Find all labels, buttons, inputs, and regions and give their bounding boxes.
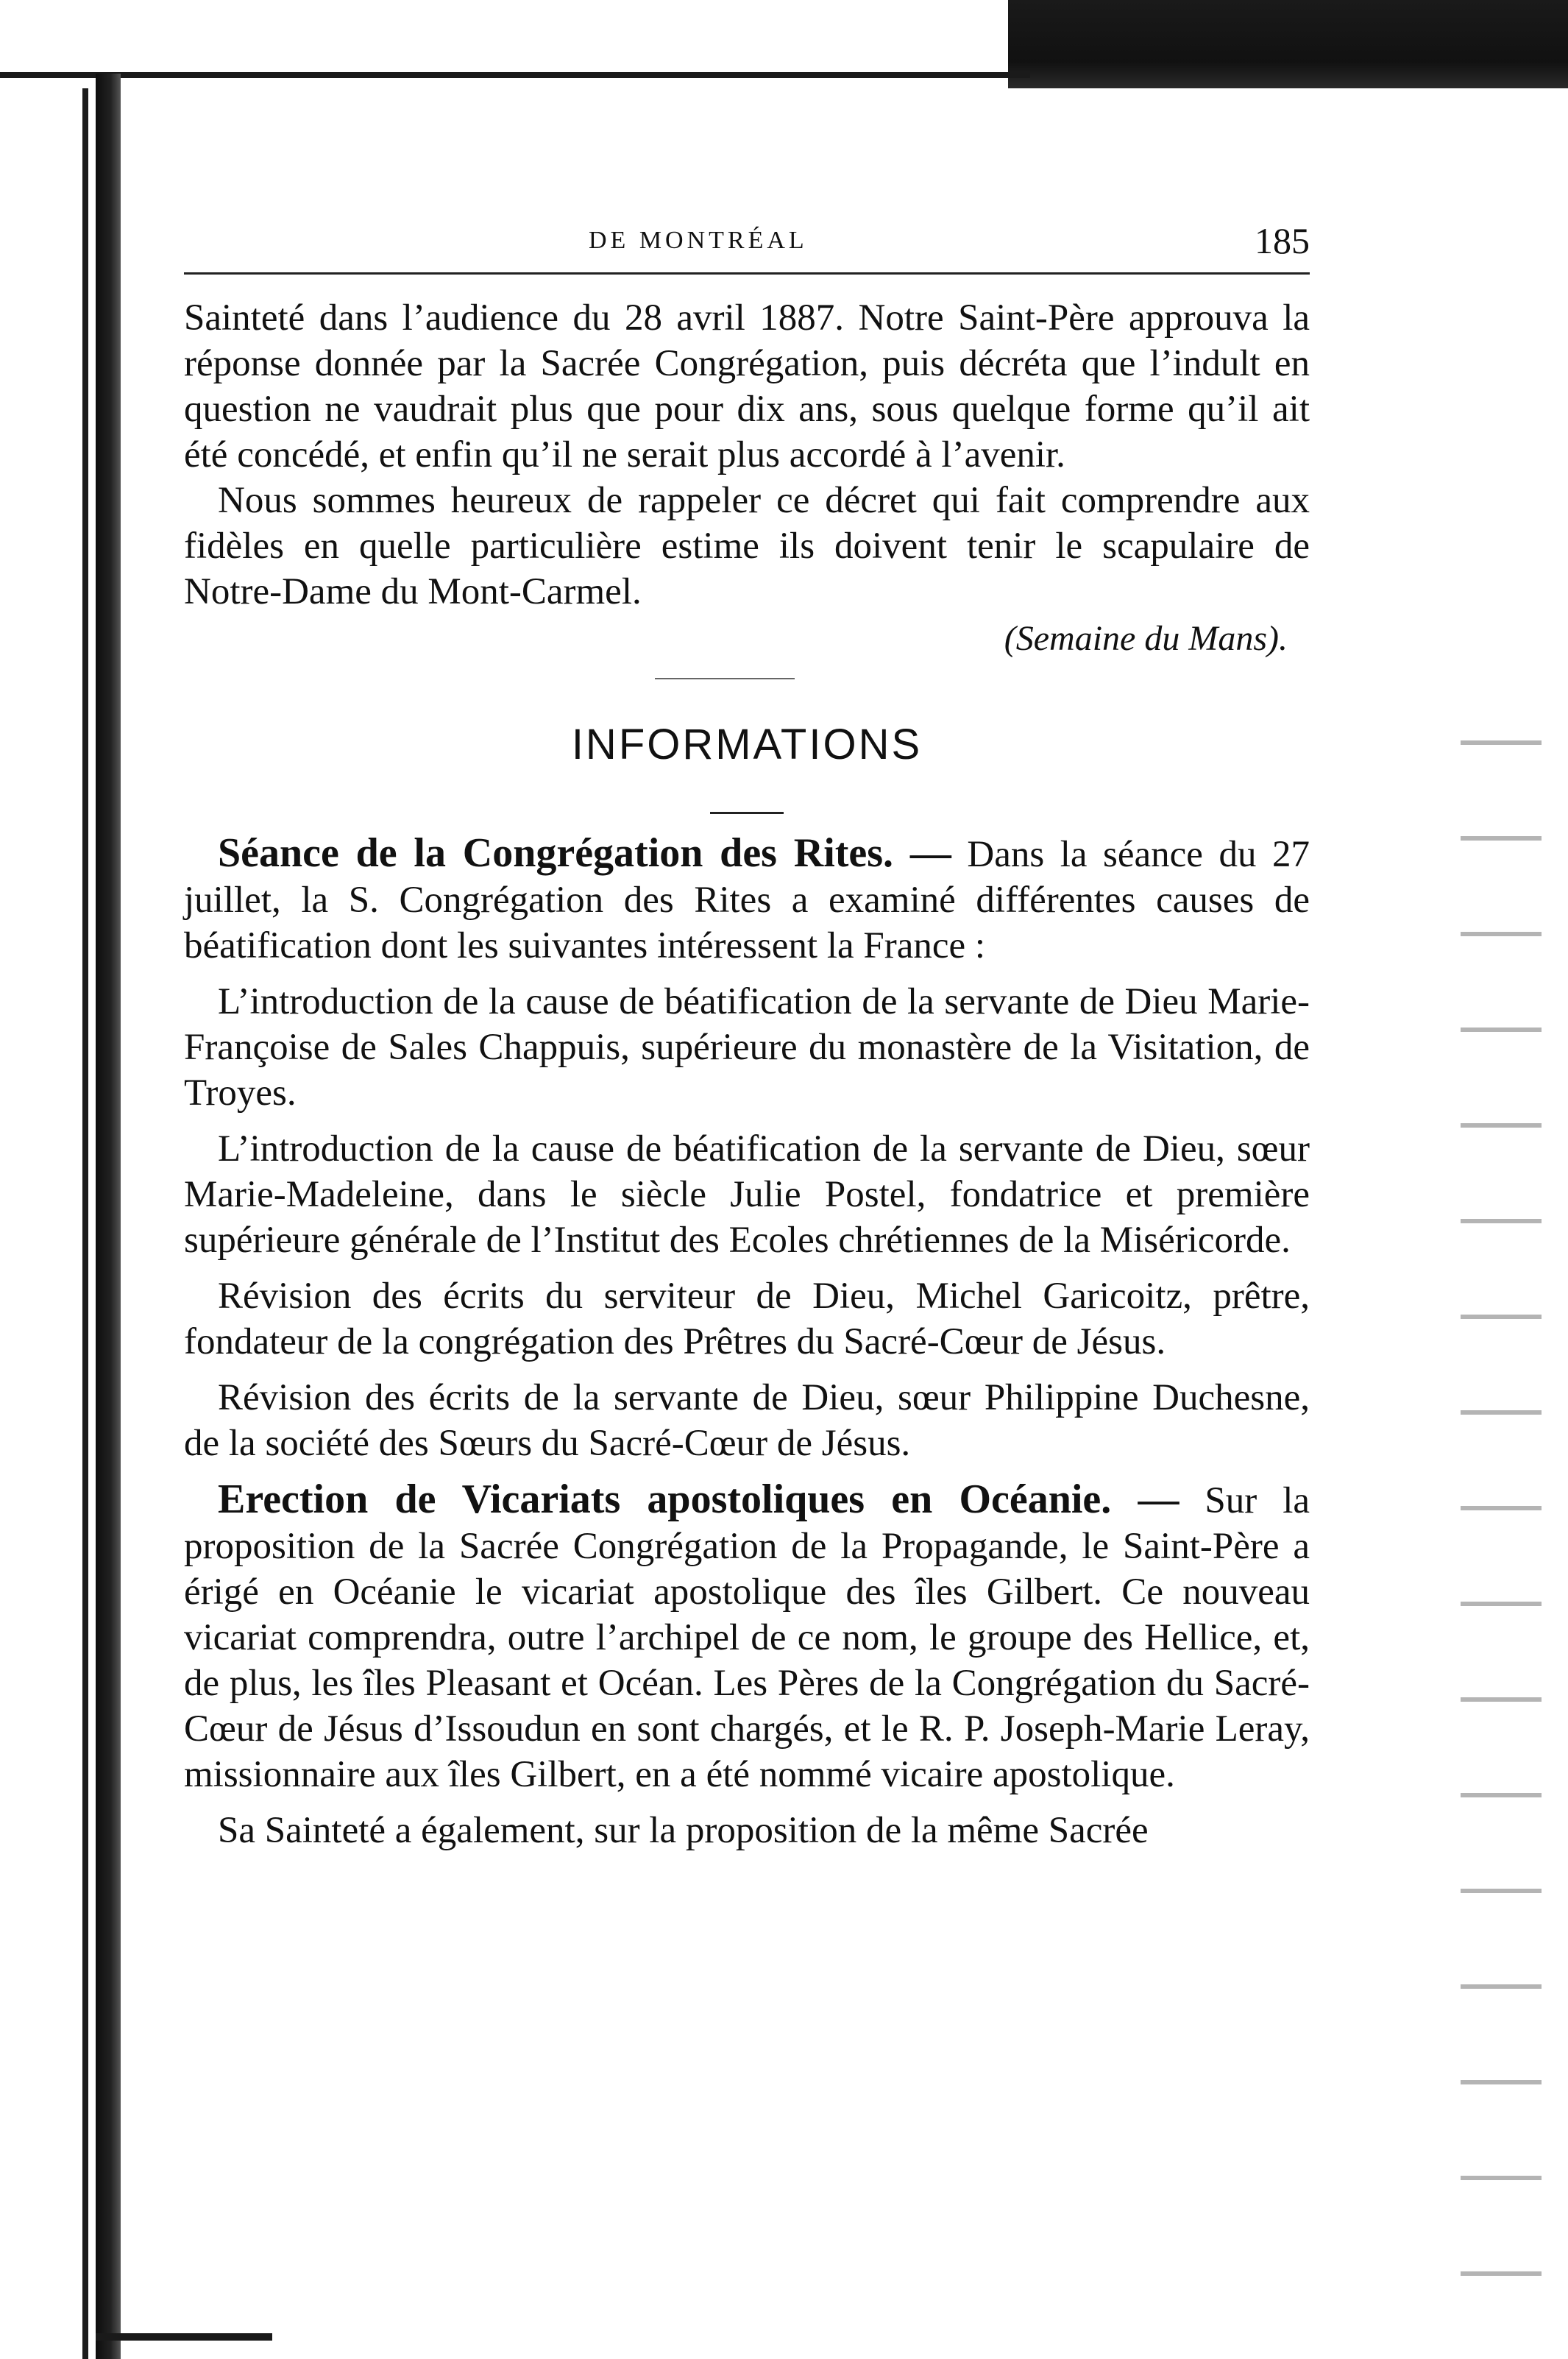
scan-binding-shadow — [96, 74, 121, 2359]
rites-item: L’introduction de la cause de béatification de la servante de Dieu Marie-Françoise de Sales Chappuis, supérieure du monastère de la Visitation, de Troyes. — [184, 981, 1310, 1114]
source-citation: (Semaine du Mans). — [1004, 619, 1288, 658]
scan-bottom-edge — [96, 2333, 272, 2341]
scan-right-specks — [1461, 707, 1542, 2326]
title-rule — [710, 812, 784, 814]
scan-binding-edge — [82, 88, 88, 2359]
rites-intro: Dans la séance du 27 juillet, la S. Congrégation des Rites a examiné différentes causes de béatification dont les suivantes intéressent la France : — [184, 834, 1310, 966]
rites-item: L’introduction de la cause de béatification de la servante de Dieu, sœur Marie-Madeleine, dans le siècle Julie Postel, fondatrice et première supérieure générale de l’Institut des Ecoles chrétiennes de la Miséricorde. — [184, 1128, 1310, 1261]
rites-heading: Séance de la Congrégation des Rites. — — [218, 830, 951, 876]
page-number: 185 — [1255, 220, 1310, 261]
scan-top-edge — [0, 72, 1030, 78]
paragraph-continuation: Sainteté dans l’audience du 28 avril 1887. Notre Saint-Père approuva la réponse donnée par la Sacrée Congrégation, puis décréta que l’indult en question ne vaudrait plus que pour dix ans, sous quelque forme qu’il ait été concédé, et enfin qu’il ne serait plus accordé à l’avenir. — [184, 297, 1310, 475]
section-title: INFORMATIONS — [571, 721, 923, 768]
last-line: Sa Sainteté a également, sur la proposition de la même Sacrée — [218, 1810, 1149, 1851]
scan-dark-corner — [1008, 0, 1568, 88]
page-content — [184, 213, 1310, 1853]
rites-paragraph — [184, 830, 1310, 969]
paragraph-scapulaire: Nous sommes heureux de rappeler ce décret qui fait comprendre aux fidèles en quelle particulière estime ils doivent tenir le scapulaire de Notre-Dame du Mont-Carmel. — [184, 480, 1310, 612]
rites-item: Révision des écrits de la servante de Dieu, sœur Philippine Duchesne, de la société des Sœurs du Sacré-Cœur de Jésus. — [184, 1377, 1310, 1464]
running-head — [184, 213, 1310, 275]
vicariats-heading: Erection de Vicariats apostoliques en Océanie. — — [218, 1476, 1179, 1522]
separator-rule — [655, 678, 795, 679]
rites-item: Révision des écrits du serviteur de Dieu, Michel Garicoitz, prêtre, fondateur de la congrégation des Prêtres du Sacré-Cœur de Jésus. — [184, 1276, 1310, 1362]
vicariats-body: Sur la proposition de la Sacrée Congrégation de la Propagande, le Saint-Père a érigé en Océanie le vicariat apostolique des îles Gilbert. Ce nouveau vicariat comprendra, outre l’archipel de ce nom, le groupe des Hellice, et, de plus, les îles Pleasant et Océan. Les Pères de la Congrégation du Sacré-Cœur de Jésus d’Issoudun en sont chargés, et le R. P. Joseph-Marie Leray, missionnaire aux îles Gilbert, en a été nommé vicaire apostolique. — [184, 1480, 1310, 1795]
running-title: DE MONTRÉAL — [589, 227, 808, 254]
vicariats-paragraph — [184, 1476, 1310, 1797]
